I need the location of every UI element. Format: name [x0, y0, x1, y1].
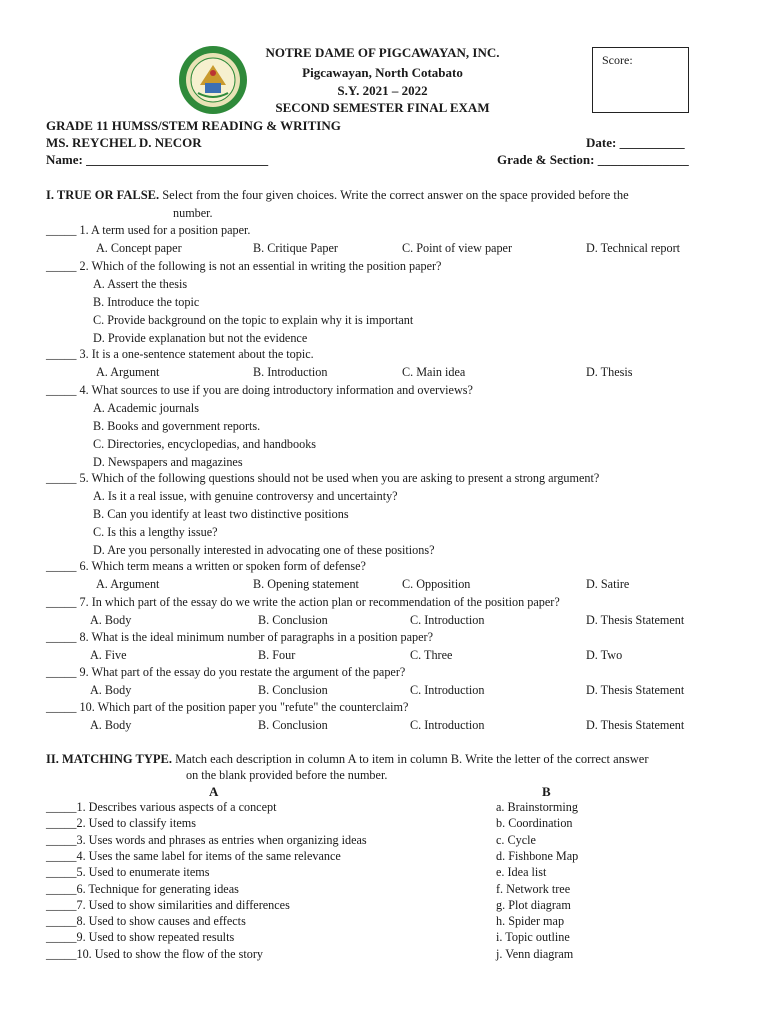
- question-2-option-c: C. Provide background on the topic to explain why it is important: [93, 313, 414, 327]
- question-7: _____ 7. In which part of the essay do we write the action plan or recommendation of the position paper?: [46, 595, 560, 609]
- question-8: _____ 8. What is the ideal minimum number of paragraphs in a position paper?: [46, 630, 433, 644]
- question-4-option-d: D. Newspapers and magazines: [93, 455, 243, 469]
- school-name: NOTRE DAME OF PIGCAWAYAN, INC.: [265, 45, 500, 60]
- school-year: S.Y. 2021 – 2022: [337, 83, 428, 98]
- matching-b-item-f: f. Network tree: [496, 881, 571, 896]
- date-field: Date: __________: [586, 135, 685, 150]
- question-3: _____ 3. It is a one-sentence statement about the topic.: [46, 347, 314, 361]
- question-4-option-c: C. Directories, encyclopedias, and handbooks: [93, 437, 317, 451]
- question-9-option-c: C. Introduction: [410, 683, 485, 697]
- matching-a-item-10: _____10. Used to show the flow of the story: [46, 946, 263, 961]
- part2-title: II. MATCHING TYPE.: [46, 752, 172, 766]
- matching-b-item-b: b. Coordination: [496, 816, 573, 831]
- question-6-option-b: B. Opening statement: [253, 577, 359, 591]
- question-5: _____ 5. Which of the following questions should not be used when you are asking to present a strong argument?: [46, 471, 600, 485]
- matching-a-item-3: _____3. Uses words and phrases as entries when organizing ideas: [46, 832, 367, 847]
- question-5-option-c: C. Is this a lengthy issue?: [93, 525, 218, 539]
- question-9-option-a: A. Body: [90, 683, 132, 697]
- question-4: _____ 4. What sources to use if you are doing introductory information and overviews?: [46, 383, 473, 397]
- question-8-option-d: D. Two: [586, 648, 623, 662]
- question-10-option-b: B. Conclusion: [258, 718, 328, 732]
- question-9: _____ 9. What part of the essay do you restate the argument of the paper?: [46, 665, 406, 679]
- question-5-option-a: A. Is it a real issue, with genuine controversy and uncertainty?: [93, 489, 398, 503]
- question-2-option-d: D. Provide explanation but not the evidence: [93, 331, 308, 345]
- part2-heading: [46, 752, 649, 767]
- question-4-option-a: A. Academic journals: [93, 401, 199, 415]
- question-9-option-b: B. Conclusion: [258, 683, 328, 697]
- matching-b-item-i: i. Topic outline: [496, 930, 570, 945]
- question-2-option-a: A. Assert the thesis: [93, 277, 188, 291]
- question-3-option-c: C. Main idea: [402, 365, 466, 379]
- question-6-option-c: C. Opposition: [402, 577, 471, 591]
- question-7-option-d: D. Thesis Statement: [586, 613, 685, 627]
- question-10: _____ 10. Which part of the position paper you "refute" the counterclaim?: [46, 700, 409, 714]
- question-7-option-a: A. Body: [90, 613, 132, 627]
- name-field: Name: ____________________________: [46, 152, 269, 167]
- question-2: _____ 2. Which of the following is not an essential in writing the position paper?: [46, 259, 442, 273]
- exam-title: SECOND SEMESTER FINAL EXAM: [275, 100, 490, 115]
- question-1: _____ 1. A term used for a position paper.: [46, 223, 251, 237]
- question-1-option-a: A. Concept paper: [96, 241, 182, 255]
- question-5-option-b: B. Can you identify at least two distinctive positions: [93, 507, 349, 521]
- part1-instruction-cont: number.: [173, 206, 213, 220]
- part1-instruction: Select from the four given choices. Write the correct answer on the space provided before the: [162, 188, 629, 202]
- question-6: _____ 6. Which term means a written or spoken form of defense?: [46, 559, 366, 573]
- question-9-option-d: D. Thesis Statement: [586, 683, 685, 697]
- matching-a-item-1: _____1. Describes various aspects of a concept: [46, 800, 277, 814]
- matching-b-item-g: g. Plot diagram: [496, 897, 571, 912]
- matching-a-item-2: _____2. Used to classify items: [46, 816, 196, 831]
- matching-a-item-8: _____8. Used to show causes and effects: [46, 914, 246, 929]
- matching-a-item-9: _____9. Used to show repeated results: [46, 930, 235, 945]
- question-1-option-d: D. Technical report: [586, 241, 681, 255]
- question-3-option-d: D. Thesis: [586, 365, 633, 379]
- part2-instruction-cont: on the blank provided before the number.: [186, 768, 388, 782]
- column-a-header: A: [209, 784, 219, 799]
- question-7-option-c: C. Introduction: [410, 613, 485, 627]
- part2-instruction: Match each description in column A to item in column B. Write the letter of the correct answer: [175, 752, 649, 766]
- question-3-option-a: A. Argument: [96, 365, 160, 379]
- score-label: Score:: [602, 53, 633, 67]
- matching-b-item-a: a. Brainstorming: [496, 800, 578, 814]
- part1-heading: [46, 188, 629, 203]
- question-10-option-c: C. Introduction: [410, 718, 485, 732]
- question-2-option-b: B. Introduce the topic: [93, 295, 200, 309]
- score-box: [592, 47, 689, 113]
- question-7-option-b: B. Conclusion: [258, 613, 328, 627]
- question-6-option-a: A. Argument: [96, 577, 160, 591]
- matching-b-item-e: e. Idea list: [496, 865, 547, 880]
- column-b-header: B: [542, 784, 551, 799]
- part1-title: I. TRUE OR FALSE.: [46, 188, 160, 202]
- matching-b-item-j: j. Venn diagram: [496, 946, 574, 961]
- question-10-option-d: D. Thesis Statement: [586, 718, 685, 732]
- question-10-option-a: A. Body: [90, 718, 132, 732]
- matching-b-item-c: c. Cycle: [496, 832, 536, 847]
- matching-a-item-5: _____5. Used to enumerate items: [46, 865, 210, 880]
- question-3-option-b: B. Introduction: [253, 365, 328, 379]
- subject-title: GRADE 11 HUMSS/STEM READING & WRITING: [46, 118, 341, 133]
- question-6-option-d: D. Satire: [586, 577, 630, 591]
- school-address: Pigcawayan, North Cotabato: [302, 65, 463, 80]
- matching-a-item-4: _____4. Uses the same label for items of the same relevance: [46, 848, 341, 863]
- question-1-option-c: C. Point of view paper: [402, 241, 513, 255]
- grade-section-field: Grade & Section: ______________: [497, 152, 689, 167]
- question-8-option-c: C. Three: [410, 648, 453, 662]
- question-8-option-a: A. Five: [90, 648, 127, 662]
- question-5-option-d: D. Are you personally interested in advocating one of these positions?: [93, 543, 435, 557]
- teacher-name: MS. REYCHEL D. NECOR: [46, 135, 202, 150]
- matching-b-item-h: h. Spider map: [496, 914, 565, 929]
- question-8-option-b: B. Four: [258, 648, 296, 662]
- matching-a-item-7: _____7. Used to show similarities and differences: [46, 897, 290, 912]
- matching-a-item-6: _____6. Technique for generating ideas: [46, 881, 239, 896]
- matching-b-item-d: d. Fishbone Map: [496, 848, 579, 863]
- question-4-option-b: B. Books and government reports.: [93, 419, 261, 433]
- question-1-option-b: B. Critique Paper: [253, 241, 338, 255]
